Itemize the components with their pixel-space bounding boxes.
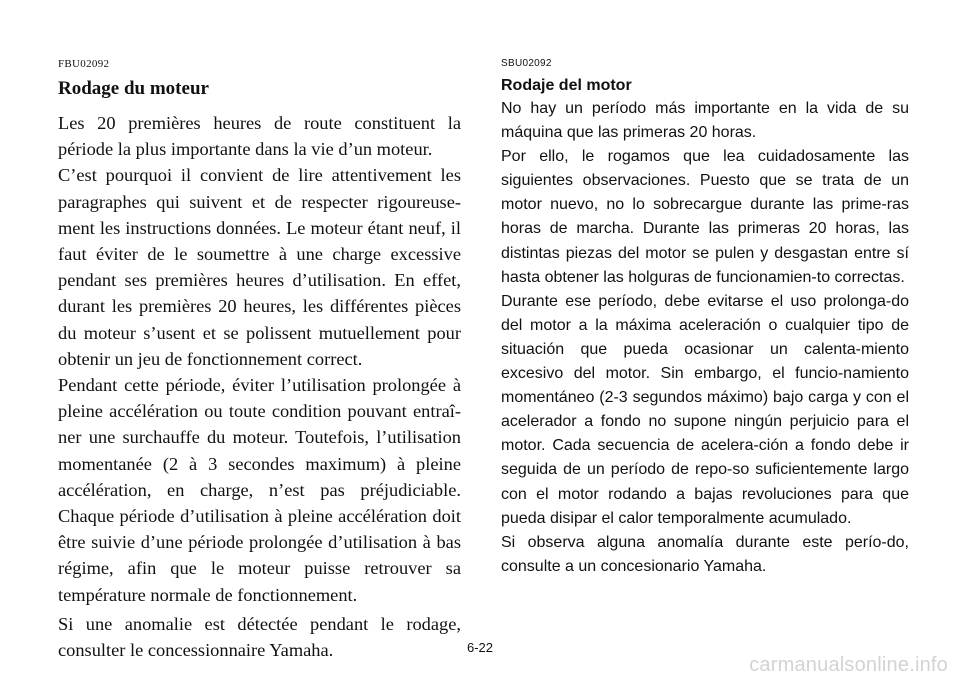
section-code: FBU02092 (58, 58, 110, 70)
spanish-column (501, 58, 909, 579)
paragraph: Si une anomalie est détectée pendant le rodage, consulter le concessionnaire Yamaha. (58, 613, 461, 661)
section-code: SBU02092 (501, 58, 552, 69)
paragraph: Durante ese período, debe evitarse el uso prolonga-do del motor a la máxima aceleración o cualquier tipo de situación que pueda ocasionar un calenta-miento excesivo del motor. Sin embargo, el funcio-namiento momentáneo (2-3 segundos máximo) bajo carga y con el acelerador a fondo no supone ningún perjuicio para el motor. Cada secuencia de acelera-ción a fondo debe ir seguida de un período de repo-so suficientemente largo con el motor rodando a bajas revoluciones para que pueda disipar el calor temporalmente acumulado. (501, 292, 909, 527)
paragraph: Les 20 premières heures de route constituent la période la plus importante dans la vie d’un moteur. (58, 113, 461, 160)
paragraph: Por ello, le rogamos que lea cuidadosamente las siguientes observaciones. Puesto que se trata de un motor nuevo, no lo sobrecargue durante las prime-ras horas de marcha. Durante las primeras 20 horas, las distintas piezas del motor se pulen y desgastan entre sí hasta obtener las holguras de funcionamien-to correctas. (501, 148, 909, 286)
paragraph: Pendant cette période, éviter l’utilisation prolongée à pleine accélération ou toute condition pouvant entraî-ner une surchauffe du moteur. Toutefois, l’utilisation momentanée (2 à 3 secondes maximum) à pleine accélération, en charge, n’est pas préjudiciable. Chaque période d’utilisation à pleine accélération doit être suivie d’une période prolongée d’utilisation à bas régime, afin que le moteur puisse retrouver sa température normale de fonctionnement. (58, 375, 461, 605)
watermark: carmanualsonline.info (749, 654, 948, 676)
paragraph: C’est pourquoi il convient de lire attentivement les paragraphes qui suivent et de respecter rigoureuse-ment les instructions données. Le moteur étant neuf, il faut éviter de le soumettre à une charge excessive pendant ses premières heures d’utilisation. En effet, durant les premières 20 heures, les différentes pièces du moteur s’usent et se polissent mutuellement pour obtenir un jeu de fonctionnement correct. (58, 165, 461, 369)
section-title: Rodaje del motor (501, 77, 632, 94)
paragraph: No hay un período más importante en la vida de su máquina que las primeras 20 horas. (501, 100, 909, 142)
french-column (58, 58, 461, 663)
page-number: 6-22 (466, 640, 494, 655)
paragraph: Si observa alguna anomalía durante este perío-do, consulte a un concesionario Yamaha. (501, 533, 909, 575)
section-title: Rodage du moteur (58, 78, 209, 99)
